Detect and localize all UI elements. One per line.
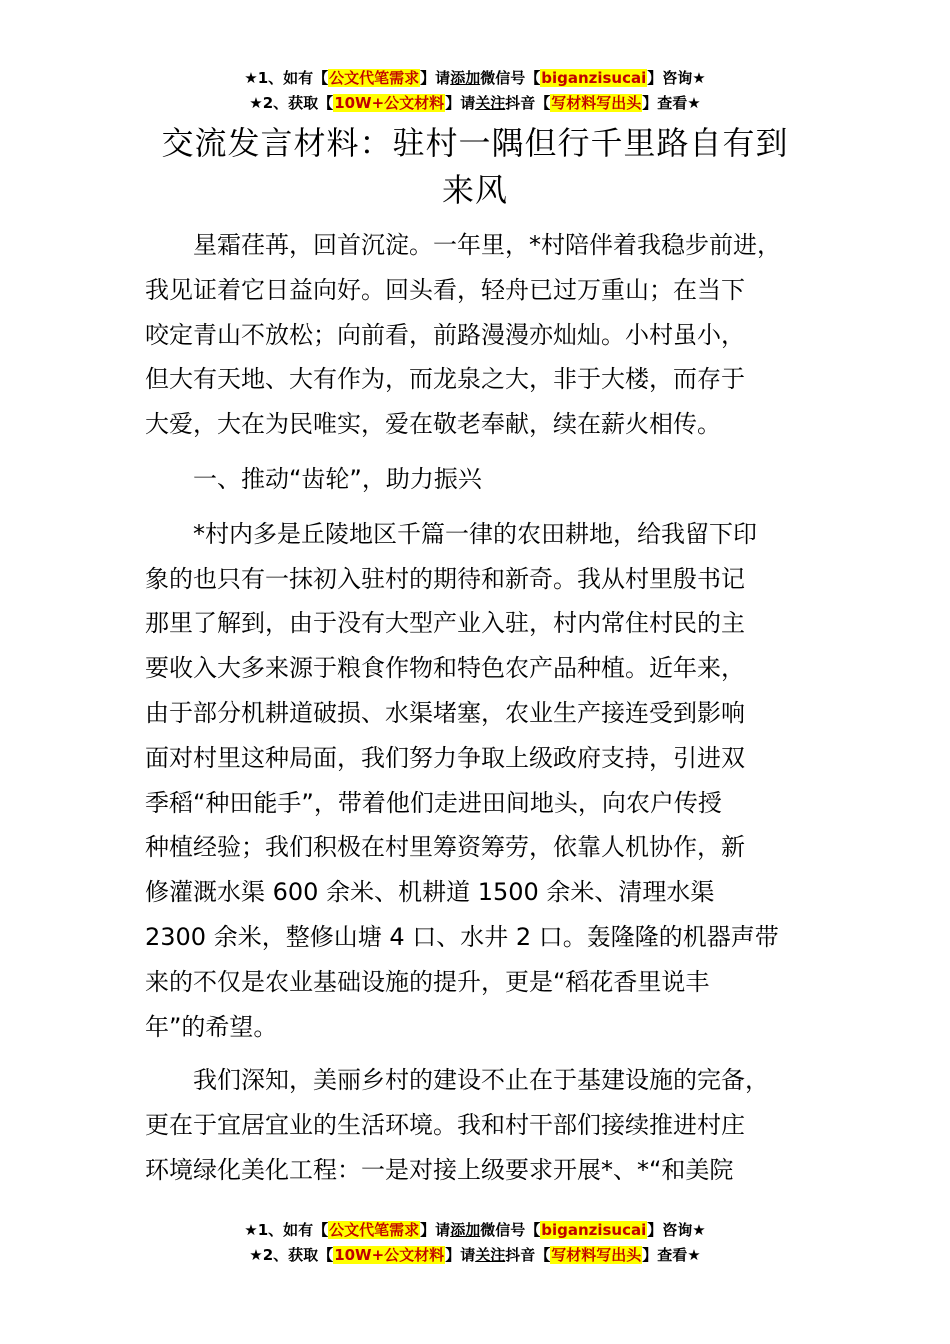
- promo-line-2: ★2、获取【10W+公文材料】请关注抖音【写材料写出头】查看★: [249, 94, 701, 112]
- paragraph-environment: 我们深知，美丽乡村的建设不止在于基建设施的完备， 更在于宜居宜业的生活环境。我和村干部们接续推进村庄 环境绿化美化工程：一是对接上级要求开展*、*“和美院: [145, 1066, 769, 1184]
- promo-line-2: ★2、获取【10W+公文材料】请关注抖音【写材料写出头】查看★: [249, 1246, 701, 1264]
- highlight-materials: 10W+公文材料: [334, 94, 445, 112]
- title-line-1: 交流发言材料：驻村一隅但行千里路自有到: [161, 124, 789, 162]
- paragraph-agriculture: *村内多是丘陵地区千篇一律的农田耕地，给我留下印 象的也只有一抹初入驻村的期待和新奇。我从村里殷书记 那里了解到，由于没有大型产业入驻，村内常住村民的主 要收入大多来源于粮食作物和特色农产品种植。近年来， 由于部分机耕道破损、水渠堵塞，农业生产接连受到影响 面对村里这种局面，我们努力争取上级政府支持，引进双 季稻“种田能手”，带着他们走进田间地头，向农户传授 种植经验；我们积极在村里筹资筹劳，依靠人机协作，新 修灌溉水渠 600 余米、机耕道 1500 余米、清理水渠 2300 余米，整修山塘 4 口、水井 2 口。轰隆隆的机器声带 来的不仅是农业基础设施的提升，更是“稻花香里说丰 年”的希望。: [145, 519, 779, 1041]
- promo-line-1: ★1、如有【公文代笔需求】请添加微信号【biganzisucai】咨询★: [244, 69, 706, 87]
- document-title: [140, 120, 810, 214]
- paragraph-intro: 星霜荏苒，回首沉淀。一年里，*村陪伴着我稳步前进， 我见证着它日益向好。回头看，轻舟已过万重山；在当下 咬定青山不放松；向前看，前路漫漫亦灿灿。小村虽小， 但大有天地、大有作为，而龙泉之大，非于大楼，而存于 大爱，大在为民唯实，爱在敬老奉献，续在薪火相传。: [145, 231, 781, 439]
- highlight-douyin-account: 写材料写出头: [551, 94, 642, 112]
- promo-banner-bottom: [0, 1218, 950, 1268]
- highlight-materials: 10W+公文材料: [334, 1246, 445, 1264]
- title-line-2: 来风: [441, 171, 508, 209]
- highlight-service: 公文代笔需求: [329, 1221, 420, 1239]
- highlight-wechat-id: biganzisucai: [541, 69, 647, 87]
- promo-line-1: ★1、如有【公文代笔需求】请添加微信号【biganzisucai】咨询★: [244, 1221, 706, 1239]
- promo-banner-top: [0, 66, 950, 116]
- highlight-service: 公文代笔需求: [329, 69, 420, 87]
- section-heading-1: 一、推动“齿轮”，助力振兴: [193, 464, 482, 493]
- highlight-douyin-account: 写材料写出头: [551, 1246, 642, 1264]
- highlight-wechat-id: biganzisucai: [541, 1221, 647, 1239]
- document-body: [145, 223, 835, 1193]
